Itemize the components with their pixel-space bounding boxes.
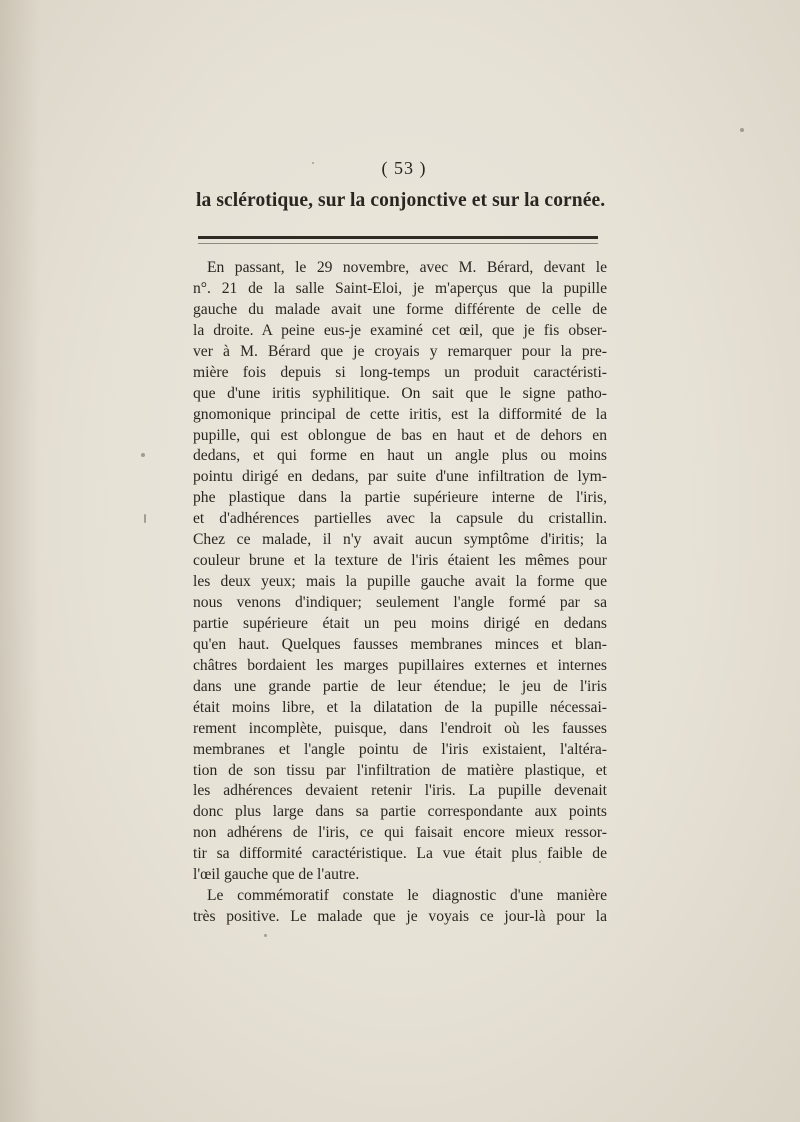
text-line: les deux yeux; mais la pupille gauche avait la forme que [193,573,607,591]
text-line: nous venons d'indiquer; seulement l'angle formé par sa [193,594,607,611]
text-line: rement incomplète, puisque, dans l'endroit où les fausses [193,719,607,737]
text-line: était moins libre, et la dilatation de la pupille nécessai- [193,698,607,716]
text-line: membranes et l'angle pointu de l'iris existaient, l'altéra- [193,740,607,758]
paper-speck [740,128,744,132]
text-line: En passant, le 29 novembre, avec M. Bérard, devant le [207,259,607,276]
text-line: dans une grande partie de leur étendue; le jeu de l'iris [193,677,607,695]
heading-rule [198,236,598,239]
text-line: partie supérieure était un peu moins dirigé en dedans [193,614,607,632]
text-line: et d'adhérences partielles avec la capsule du cristallin. [193,510,607,528]
text-line: pointu dirigé en dedans, par suite d'une infiltration de lym- [193,468,607,486]
text-line: couleur brune et la texture de l'iris étaient les mêmes pour [193,552,607,570]
text-line: n°. 21 de la salle Saint-Eloi, je m'aperçus que la pupille [193,279,607,297]
paper-speck [144,514,146,523]
text-line: ver à M. Bérard que je croyais y remarquer pour la pre- [193,342,607,360]
paper-speck [141,453,145,457]
text-line: phe plastique dans la partie supérieure interne de l'iris, [193,489,607,507]
text-line: non adhérens de l'iris, ce qui faisait encore mieux ressor- [193,824,607,842]
text-line: gnomonique principal de cette iritis, est la difformité de la [193,405,607,423]
text-line: très positive. Le malade que je voyais ce jour-là pour la [193,908,607,926]
text-line: Le commémoratif constate le diagnostic d'une manière [207,887,607,905]
text-line: Chez ce malade, il n'y avait aucun symptôme d'iritis; la [193,531,607,549]
text-line: châtres bordaient les marges pupillaires externes et internes [193,656,607,674]
body-text [193,258,607,928]
heading-rule-thin [198,243,598,244]
text-line: mière fois depuis si long-temps un produit caractéristi- [193,363,607,381]
text-line: pupille, qui est oblongue de bas en haut et de dehors en [193,426,607,444]
text-line: tir sa difformité caractéristique. La vue était plus faible de [193,845,607,863]
text-line: gauche du malade avait une forme différente de celle de [193,300,607,318]
text-line: qu'en haut. Quelques fausses membranes minces et blan- [193,635,607,653]
section-heading: la sclérotique, sur la conjonctive et sur la cornée. [196,190,606,211]
text-line: les adhérences devaient retenir l'iris. La pupille devenait [193,782,607,800]
paper-speck [264,934,267,937]
text-line: que d'une iritis syphilitique. On sait que le signe patho- [193,384,607,402]
text-line: dedans, et qui forme en haut un angle plus ou moins [193,447,607,465]
text-line: tion de son tissu par l'infiltration de matière plastique, et [193,761,607,779]
text-line: donc plus large dans sa partie correspondante aux points [193,803,607,821]
text-line: l'œil gauche que de l'autre. [193,866,360,884]
page-number: ( 53 ) [381,158,427,178]
text-line: la droite. A peine eus-je examiné cet œil, que je fis obser- [193,321,607,339]
